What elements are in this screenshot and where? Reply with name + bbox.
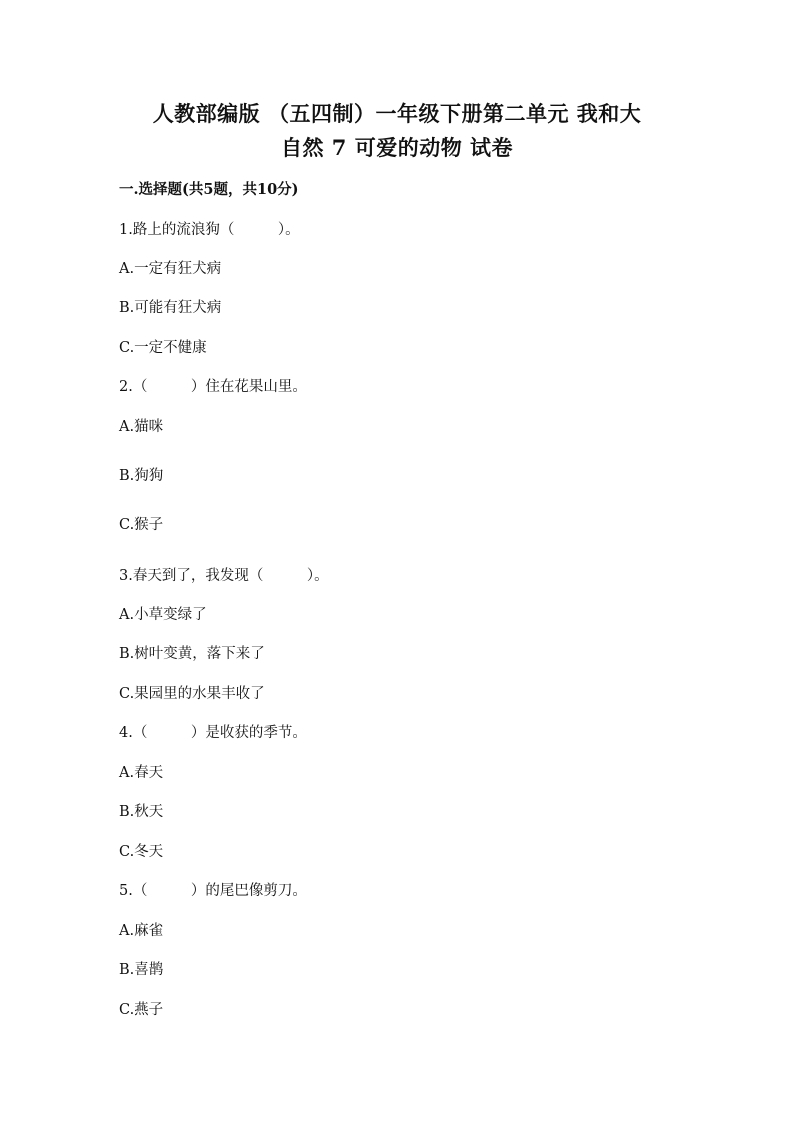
- question-1-option-c: C.一定不健康: [119, 340, 207, 356]
- question-2-option-b: B.狗狗: [119, 468, 164, 484]
- question-1-option-a: A.一定有狂犬病: [119, 261, 222, 277]
- question-2-option-c: C.猴子: [119, 517, 164, 533]
- question-4-option-a: A.春天: [119, 765, 164, 781]
- question-4-stem: 4.（ ）是收获的季节。: [119, 725, 307, 741]
- question-3-stem: 3.春天到了，我发现（ ）。: [119, 568, 329, 584]
- question-3-option-a: A.小草变绿了: [119, 607, 207, 623]
- question-5-option-a: A.麻雀: [119, 923, 164, 939]
- question-2-option-a: A.猫咪: [119, 419, 164, 435]
- question-5-option-c: C.燕子: [119, 1002, 164, 1018]
- question-4-option-b: B.秋天: [119, 804, 164, 820]
- question-1-stem: 1.路上的流浪狗（ ）。: [119, 222, 300, 238]
- question-5-stem: 5.（ ）的尾巴像剪刀。: [119, 883, 307, 899]
- exam-title-line-1: 人教部编版 （五四制）一年级下册第二单元 我和大: [152, 101, 642, 126]
- question-2-stem: 2.（ ）住在花果山里。: [119, 379, 307, 395]
- exam-title-line-2: 自然 7 可爱的动物 试卷: [280, 135, 514, 160]
- question-4-option-c: C.冬天: [119, 844, 164, 860]
- question-3-option-b: B.树叶变黄，落下来了: [119, 646, 265, 662]
- question-3-option-c: C.果园里的水果丰收了: [119, 686, 265, 702]
- section-heading: 一.选择题(共5题，共10分): [119, 181, 299, 198]
- question-5-option-b: B.喜鹊: [119, 962, 164, 978]
- question-1-option-b: B.可能有狂犬病: [119, 300, 222, 316]
